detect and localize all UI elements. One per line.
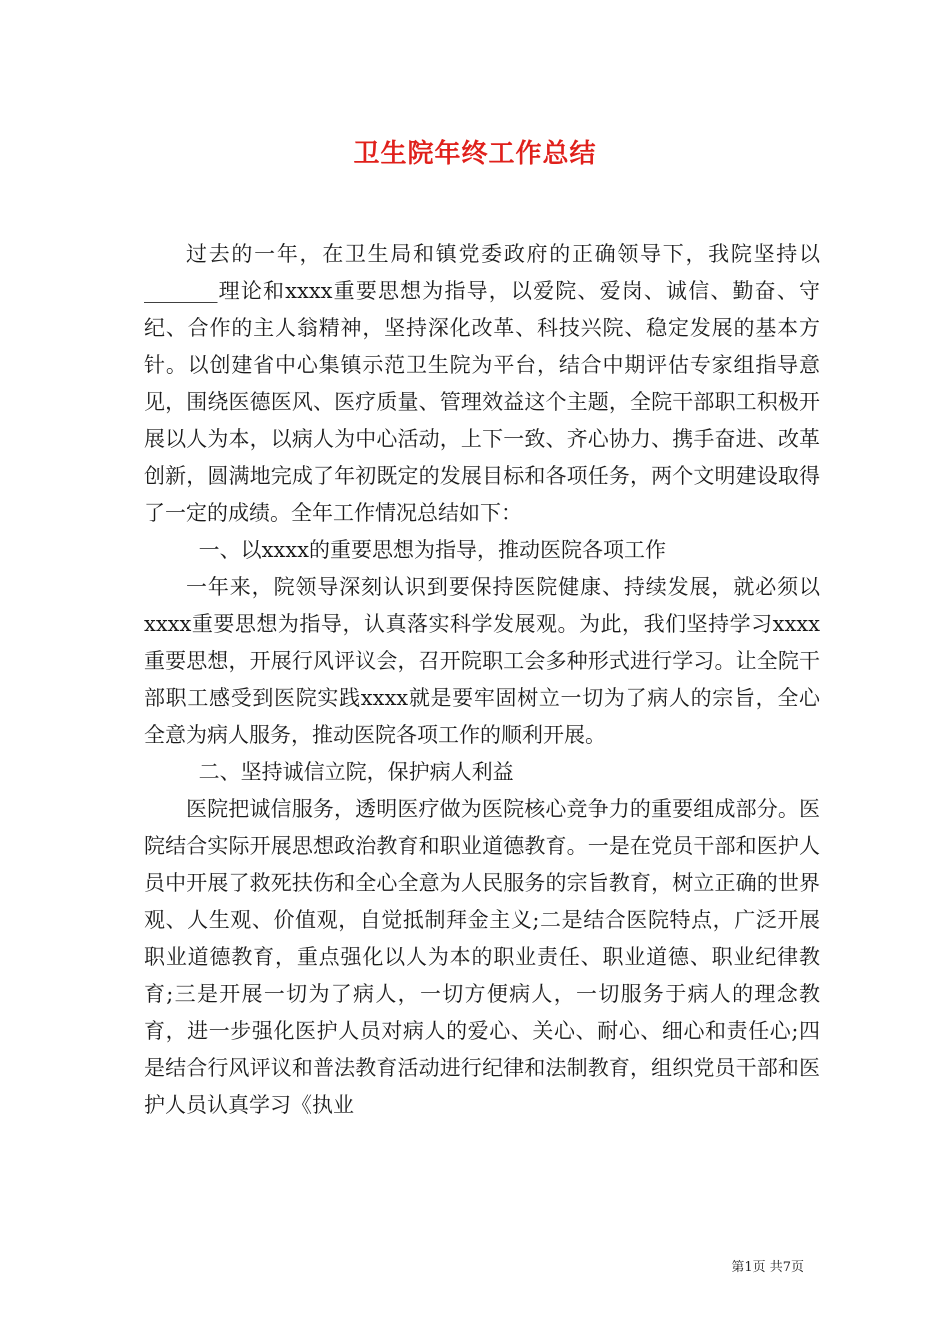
page-title: 卫生院年终工作总结 [353, 139, 597, 169]
document-body [144, 236, 820, 1124]
section-heading: 二、坚持诚信立院，保护病人利益 [198, 760, 514, 784]
paragraph: 医院把诚信服务，透明医疗做为医院核心竞争力的重要组成部分。医院结合实际开展思想政治教育和职业道德教育。一是在党员干部和医护人员中开展了救死扶伤和全心全意为人民服务的宗旨教育，树立正确的世界观、人生观、价值观，自觉抵制拜金主义;二是结合医院特点，广泛开展职业道德教育，重点强化以人为本的职业责任、职业道德、职业纪律教育;三是开展一切为了病人，一切方便病人，一切服务于病人的理念教育，进一步强化医护人员对病人的爱心、关心、耐心、细心和责任心;四是结合行风评议和普法教育活动进行纪律和法制教育，组织党员干部和医护人员认真学习《执业 [144, 797, 820, 1117]
section-heading: 一、以xxxx的重要思想为指导，推动医院各项工作 [198, 538, 666, 562]
page-number-footer: 第1页 共7页 [731, 1260, 804, 1275]
paragraph: 一年来，院领导深刻认识到要保持医院健康、持续发展，就必须以xxxx重要思想为指导，认真落实科学发展观。为此，我们坚持学习xxxx重要思想，开展行风评议会，召开院职工会多种形式进行学习。让全院干部职工感受到医院实践xxxx就是要牢固树立一切为了病人的宗旨，全心全意为病人服务，推动医院各项工作的顺利开展。 [144, 575, 820, 747]
paragraph: 过去的一年，在卫生局和镇党委政府的正确领导下，我院坚持以_______理论和xxxx重要思想为指导，以爱院、爱岗、诚信、勤奋、守纪、合作的主人翁精神，坚持深化改革、科技兴院、稳定发展的基本方针。以创建省中心集镇示范卫生院为平台，结合中期评估专家组指导意见，围绕医德医风、医疗质量、管理效益这个主题，全院干部职工积极开展以人为本，以病人为中心活动，上下一致、齐心协力、携手奋进、改革创新，圆满地完成了年初既定的发展目标和各项任务，两个文明建设取得了一定的成绩。全年工作情况总结如下： [144, 242, 820, 525]
